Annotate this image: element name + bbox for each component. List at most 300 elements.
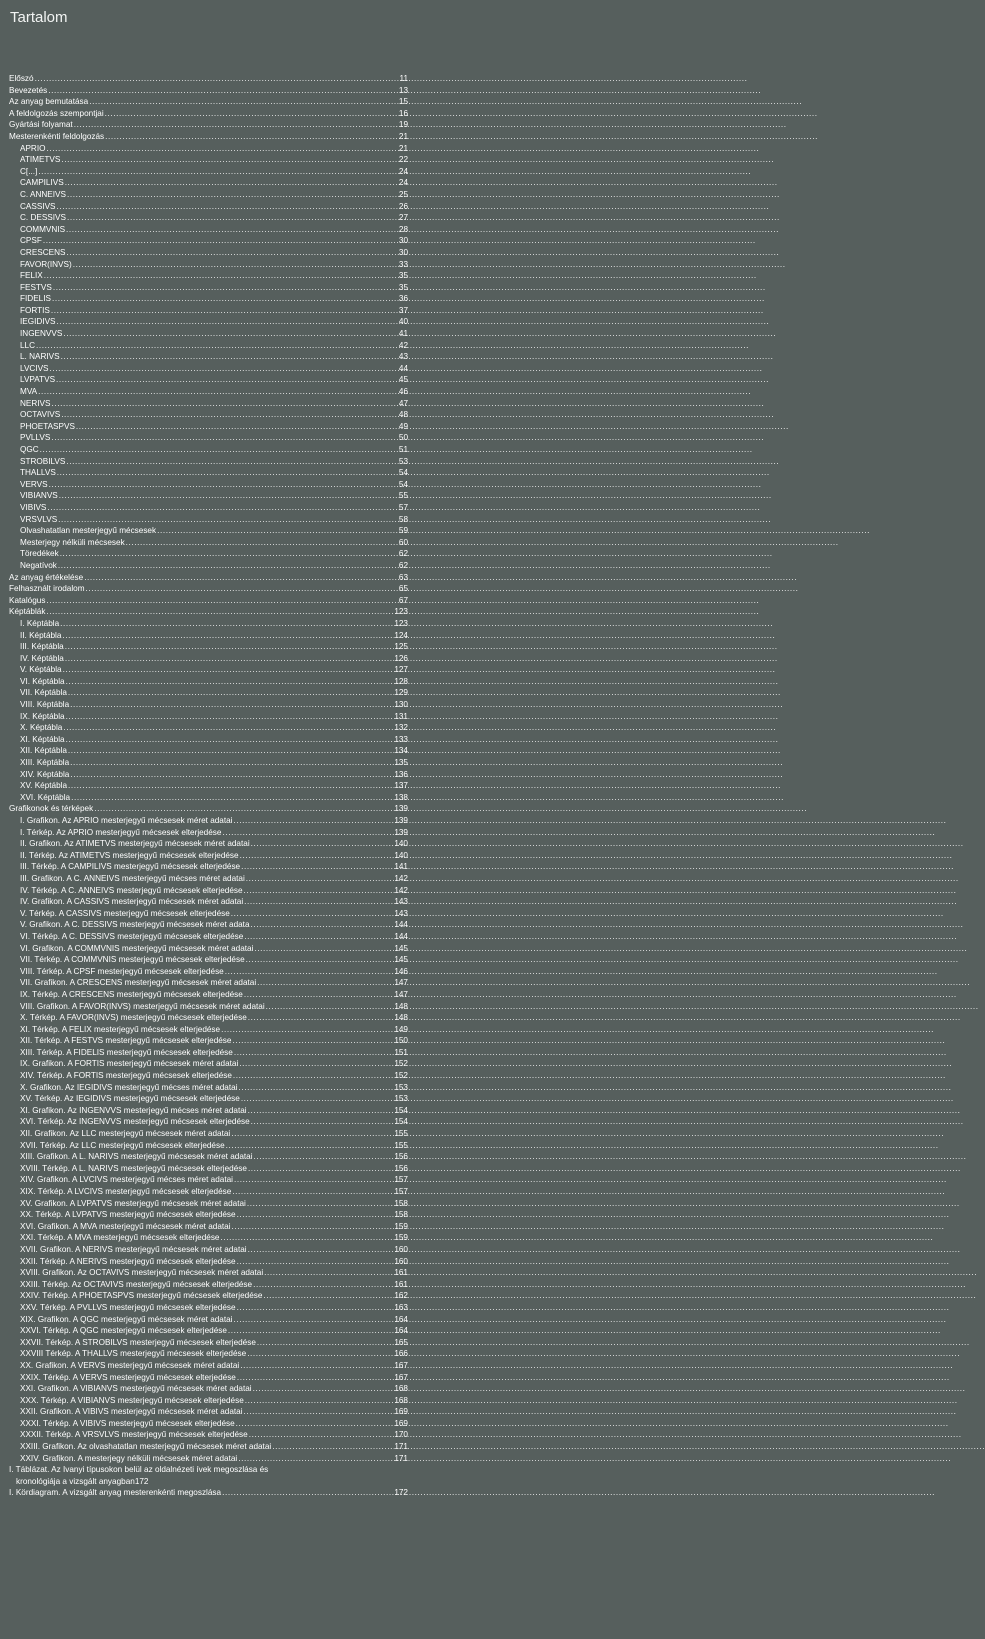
- toc-entry-title: MVA: [20, 387, 38, 397]
- toc-page-number: 47: [398, 398, 408, 408]
- toc-subentry[interactable]: [9, 745, 408, 757]
- toc-page-number: 143: [394, 908, 408, 918]
- toc-page-number: 130: [394, 700, 408, 710]
- toc-subentry[interactable]: [9, 1429, 408, 1441]
- toc-subentry[interactable]: [9, 1383, 408, 1395]
- dot-leader: [248, 1163, 393, 1175]
- dot-leader: [89, 96, 398, 108]
- toc-entry-title: XVII. Grafikon. A NERIVS mesterjegyű mécsesek méret adatai: [20, 1244, 247, 1254]
- toc-entry-title: Grafikonok és térképek: [9, 804, 94, 814]
- toc-subentry[interactable]: [9, 143, 408, 155]
- toc-subentry[interactable]: [9, 1070, 408, 1082]
- toc-subentry[interactable]: [9, 1105, 408, 1117]
- dot-leader: [56, 374, 398, 386]
- toc-entry-title: VIBIANVS: [20, 491, 58, 501]
- toc-subentry[interactable]: [9, 931, 408, 943]
- toc-page-number: 152: [394, 1071, 408, 1081]
- toc-subentry[interactable]: [9, 305, 408, 317]
- toc-subentry[interactable]: [9, 1279, 408, 1291]
- toc-subentry[interactable]: [9, 374, 408, 386]
- toc-page-number: 22: [398, 155, 408, 165]
- toc-entry-title-continued: kronológiája a vizsgált anyagban: [16, 1476, 135, 1486]
- toc-entry-title: XIV. Grafikon. A LVCIVS mesterjegyű mécses méret adatai: [20, 1175, 233, 1185]
- toc-subentry[interactable]: [9, 1151, 408, 1163]
- dot-leader: [246, 873, 394, 885]
- toc-page-number: 149: [394, 1024, 408, 1034]
- toc-subentry[interactable]: [9, 919, 408, 931]
- toc-entry[interactable]: [9, 572, 408, 584]
- toc-subentry[interactable]: [9, 896, 408, 908]
- toc-subentry[interactable]: [9, 398, 408, 410]
- toc-entry[interactable]: [9, 85, 408, 97]
- toc-entry-title: VI. Grafikon. A COMMVNIS mesterjegyű mécsesek méret adatai: [20, 943, 254, 953]
- toc-subentry[interactable]: [9, 1302, 408, 1314]
- toc-page-number: 170: [394, 1430, 408, 1440]
- toc-entry-title: Olvashatatlan mesterjegyű mécsesek: [20, 526, 157, 536]
- toc-subentry[interactable]: [9, 943, 408, 955]
- toc-entry-title: FAVOR(INVS): [20, 259, 72, 269]
- toc-page-number: 50: [398, 433, 408, 443]
- toc-subentry[interactable]: [9, 1012, 408, 1024]
- toc-entry-title: XIX. Grafikon. A QGC mesterjegyű mécsesek méret adatai: [20, 1314, 233, 1324]
- toc-page-number: 46: [398, 387, 408, 397]
- toc-entry-title: QGC: [20, 445, 39, 454]
- toc-subentry[interactable]: [9, 490, 408, 502]
- dot-leader: [60, 548, 398, 560]
- toc-entry-title: XI. Grafikon. Az INGENVVS mesterjegyű mécses méret adatai: [20, 1105, 247, 1115]
- toc-subentry[interactable]: [9, 1140, 408, 1152]
- toc-page-number: 24: [398, 178, 408, 188]
- toc-entry-title: XXIII. Térkép. Az OCTAVIVS mesterjegyű mécsesek elterjedése: [20, 1279, 253, 1289]
- toc-page-number: 135: [394, 758, 408, 768]
- toc-entry[interactable]: [9, 96, 408, 108]
- toc-subentry[interactable]: [9, 1232, 408, 1244]
- toc-subentry[interactable]: [9, 1406, 408, 1418]
- toc-page-number: 129: [394, 688, 408, 698]
- toc-subentry[interactable]: [9, 1372, 408, 1384]
- toc-subentry[interactable]: [9, 386, 408, 398]
- toc-subentry[interactable]: [9, 1047, 408, 1059]
- dot-leader: [231, 908, 394, 920]
- toc-subentry[interactable]: [9, 1325, 408, 1337]
- toc-subentry[interactable]: [9, 1360, 408, 1372]
- toc-entry-title: FESTVS: [20, 282, 52, 292]
- toc-subentry[interactable]: [9, 1314, 408, 1326]
- toc-subentry[interactable]: [9, 212, 408, 224]
- toc-entry-title: FIDELIS: [20, 294, 51, 304]
- dot-leader: [53, 282, 398, 294]
- toc-page-number: 148: [394, 1013, 408, 1023]
- toc-entry-title: Felhasznált irodalom: [9, 584, 85, 594]
- dot-leader: [232, 1221, 394, 1233]
- dot-leader: [46, 595, 397, 607]
- toc-page-number: 145: [394, 955, 408, 965]
- toc-subentry[interactable]: [9, 861, 408, 873]
- toc-subentry[interactable]: [9, 514, 408, 526]
- toc-entry-title: VIII. Képtábla: [20, 700, 70, 710]
- toc-entry-title: A feldolgozás szempontjai: [9, 108, 104, 118]
- dot-leader: [70, 769, 393, 781]
- toc-page-number: 33: [398, 259, 408, 269]
- toc-page-number: 58: [398, 514, 408, 524]
- toc-entry-title: I. Térkép. Az APRIO mesterjegyű mécsesek elterjedése: [20, 827, 222, 837]
- dot-leader: [221, 1024, 393, 1036]
- dot-leader: [233, 1070, 393, 1082]
- toc-entry-title: Gyártási folyamat: [9, 120, 73, 130]
- dot-leader: [244, 885, 394, 897]
- toc-subentry[interactable]: [9, 1337, 408, 1349]
- toc-entry-title: XXII. Grafikon. A VIBIVS mesterjegyű mécsesek méret adatai: [20, 1407, 243, 1417]
- toc-subentry[interactable]: [9, 363, 408, 375]
- toc-subentry[interactable]: [9, 1244, 408, 1256]
- toc-subentry[interactable]: [9, 850, 408, 862]
- dot-leader: [52, 293, 398, 305]
- dot-leader: [239, 1058, 393, 1070]
- dot-leader: [237, 1209, 394, 1221]
- toc-subentry[interactable]: [9, 525, 408, 537]
- toc-page-number: 142: [394, 873, 408, 883]
- toc-entry[interactable]: [9, 595, 408, 607]
- toc-subentry[interactable]: [9, 653, 408, 665]
- toc-page-number: 155: [394, 1140, 408, 1150]
- toc-page-number: 11: [399, 74, 408, 83]
- toc-entry-title: XXX. Térkép. A VIBIANVS mesterjegyű mécsesek elterjedése: [20, 1395, 244, 1405]
- toc-subentry[interactable]: [9, 1082, 408, 1094]
- toc-page-number: 146: [394, 966, 408, 976]
- toc-subentry[interactable]: [9, 235, 408, 247]
- toc-subentry[interactable]: [9, 1035, 408, 1047]
- toc-entry-title: XXII. Térkép. A NERIVS mesterjegyű mécsesek elterjedése: [20, 1256, 236, 1266]
- toc-subentry[interactable]: [9, 757, 408, 769]
- toc-page-number: 125: [394, 642, 408, 652]
- toc-subentry[interactable]: [9, 815, 408, 827]
- toc-subentry[interactable]: [9, 1209, 408, 1221]
- dot-leader: [49, 479, 398, 491]
- toc-page-number: 143: [394, 897, 408, 907]
- toc-subentry[interactable]: [9, 1267, 408, 1279]
- toc-subentry[interactable]: [9, 467, 408, 479]
- toc-page-number: 164: [394, 1326, 408, 1336]
- toc-page-number: 156: [394, 1152, 408, 1162]
- toc-entry-title: III. Képtábla: [20, 642, 64, 652]
- toc-entry-title: Negatívok: [20, 560, 57, 570]
- toc-page-number: 159: [394, 1221, 408, 1231]
- toc-subentry[interactable]: [9, 792, 408, 804]
- toc-subentry[interactable]: [9, 340, 408, 352]
- toc-subentry[interactable]: [9, 1001, 408, 1013]
- toc-page-number: 131: [394, 711, 408, 721]
- toc-subentry[interactable]: [9, 1348, 408, 1360]
- toc-page-number: 141: [394, 862, 408, 872]
- toc-subentry[interactable]: [9, 282, 408, 294]
- dot-leader: [67, 247, 398, 259]
- toc-page-number: 157: [394, 1175, 408, 1185]
- toc-subentry[interactable]: [9, 421, 408, 433]
- toc-page-number: 171: [394, 1442, 408, 1452]
- dot-leader: [70, 757, 393, 769]
- toc-subentry[interactable]: [9, 548, 408, 560]
- toc-entry-title: XVI. Képtábla: [20, 792, 71, 802]
- toc-subentry[interactable]: [9, 537, 408, 549]
- toc-subentry[interactable]: [9, 1058, 408, 1070]
- toc-subentry[interactable]: [9, 769, 408, 781]
- toc-page-number: 41: [398, 329, 408, 339]
- toc-entry-title: VERVS: [20, 479, 48, 489]
- dot-leader: [237, 1372, 393, 1384]
- toc-page-number: 161: [394, 1279, 408, 1289]
- toc-subentry[interactable]: [9, 1198, 408, 1210]
- toc-subentry[interactable]: [9, 676, 408, 688]
- dot-leader: [47, 502, 397, 514]
- toc-subentry[interactable]: [9, 885, 408, 897]
- toc-page-number: 63: [398, 572, 408, 582]
- toc-page-number: 150: [394, 1036, 408, 1046]
- toc-subentry[interactable]: [9, 316, 408, 328]
- toc-subentry[interactable]: [9, 641, 408, 653]
- toc-page-number: 35: [398, 271, 408, 281]
- toc-entry-title: I. Grafikon. Az APRIO mesterjegyű mécsesek méret adatai: [20, 816, 233, 825]
- toc-subentry[interactable]: [9, 1453, 408, 1465]
- toc-entry-title: LVPATVS: [20, 375, 56, 385]
- dot-leader: [66, 734, 394, 746]
- toc-page-number: 48: [398, 410, 408, 420]
- toc-entry-title: II. Térkép. Az ATIMETVS mesterjegyű mécsesek elterjedése: [20, 850, 239, 860]
- toc-subentry[interactable]: [9, 1093, 408, 1105]
- dot-leader: [44, 270, 398, 282]
- toc-subentry[interactable]: [9, 908, 408, 920]
- toc-subentry[interactable]: [9, 838, 408, 850]
- toc-subentry[interactable]: [9, 351, 408, 363]
- toc-page-number: 168: [394, 1384, 408, 1394]
- dot-leader: [61, 154, 398, 166]
- dot-leader: [222, 1487, 393, 1499]
- toc-subentry[interactable]: [9, 432, 408, 444]
- dot-leader: [234, 1047, 394, 1059]
- toc-subentry[interactable]: [9, 1186, 408, 1198]
- toc-entry-title: XV. Grafikon. A LVPATVS mesterjegyű mécsesek méret adatai: [20, 1198, 246, 1208]
- dot-leader: [251, 1116, 394, 1128]
- toc-entry-title: IEGIDIVS: [20, 317, 56, 327]
- dot-leader: [241, 861, 393, 873]
- dot-leader: [232, 1186, 393, 1198]
- toc-entry[interactable]: [9, 1487, 408, 1499]
- toc-subentry[interactable]: [9, 444, 408, 456]
- toc-subentry[interactable]: [9, 722, 408, 734]
- dot-leader: [61, 351, 398, 363]
- toc-page-number: 155: [394, 1129, 408, 1139]
- toc-page-number: 67: [398, 595, 408, 605]
- toc-page-number: 45: [398, 375, 408, 385]
- dot-leader: [222, 827, 393, 839]
- dot-leader: [76, 421, 398, 433]
- toc-subentry[interactable]: [9, 1256, 408, 1268]
- toc-subentry[interactable]: [9, 177, 408, 189]
- toc-subentry[interactable]: [9, 873, 408, 885]
- toc-entry[interactable]: [9, 1464, 408, 1487]
- toc-page-number: 172: [394, 1488, 408, 1498]
- dot-leader: [60, 618, 393, 630]
- toc-entry[interactable]: [9, 606, 408, 618]
- toc-subentry[interactable]: [9, 687, 408, 699]
- dot-leader: [40, 444, 398, 456]
- toc-entry-title: V. Térkép. A CASSIVS mesterjegyű mécsesek elterjedése: [20, 908, 230, 918]
- toc-page-number: 13: [398, 85, 408, 95]
- dot-leader: [71, 792, 393, 804]
- toc-entry-title: XX. Grafikon. A VERVS mesterjegyű mécsesek méret adatai: [20, 1360, 240, 1370]
- toc-entry-title: XVI. Grafikon. A MVA mesterjegyű mécsesek méret adatai: [20, 1221, 231, 1231]
- toc-entry-title: XV. Térkép. Az IEGIDIVS mesterjegyű mécsesek elterjedése: [20, 1094, 240, 1104]
- toc-subentry[interactable]: [9, 966, 408, 978]
- toc-entry-title: LLC: [20, 340, 36, 350]
- dot-leader: [84, 572, 398, 584]
- toc-entry-title: L. NARIVS: [20, 352, 60, 362]
- dot-leader: [237, 1302, 394, 1314]
- toc-page-number: 54: [398, 479, 408, 489]
- toc-subentry[interactable]: [9, 154, 408, 166]
- toc-subentry[interactable]: [9, 270, 408, 282]
- toc-subentry[interactable]: [9, 618, 408, 630]
- toc-page-number: 144: [394, 931, 408, 941]
- dot-leader: [234, 1314, 394, 1326]
- toc-entry[interactable]: [9, 583, 408, 595]
- toc-entry[interactable]: [9, 803, 408, 815]
- toc-page-number: 158: [394, 1210, 408, 1220]
- dot-leader: [51, 432, 398, 444]
- toc-subentry[interactable]: [9, 1174, 408, 1186]
- toc-page-number: 132: [394, 723, 408, 733]
- toc-subentry[interactable]: [9, 711, 408, 723]
- toc-subentry[interactable]: [9, 502, 408, 514]
- toc-page-number: 136: [394, 769, 408, 779]
- toc-page-number: 144: [394, 920, 408, 930]
- toc-page-number: 163: [394, 1302, 408, 1312]
- toc-page-number: 62: [398, 549, 408, 559]
- dot-leader: [63, 722, 393, 734]
- dot-leader: [70, 699, 393, 711]
- dot-leader: [68, 745, 393, 757]
- toc-subentry[interactable]: [9, 1024, 408, 1036]
- toc-entry-title: INGENVVS: [20, 329, 63, 339]
- toc-subentry[interactable]: [9, 247, 408, 259]
- toc-page-number: 128: [394, 676, 408, 686]
- toc-entry-title: XXVIII Térkép. A THALLVS mesterjegyű mécsesek elterjedése: [20, 1349, 247, 1359]
- dot-leader: [251, 838, 394, 850]
- dot-leader: [63, 664, 394, 676]
- dot-leader: [43, 235, 398, 247]
- dot-leader: [234, 1174, 393, 1186]
- page-title: Tartalom: [10, 9, 68, 26]
- toc-subentry[interactable]: [9, 1128, 408, 1140]
- toc-subentry[interactable]: [9, 259, 408, 271]
- toc-subentry[interactable]: [9, 1116, 408, 1128]
- toc-subentry[interactable]: [9, 201, 408, 213]
- toc-entry[interactable]: [9, 108, 408, 120]
- toc-subentry[interactable]: [9, 1163, 408, 1175]
- toc-subentry[interactable]: [9, 977, 408, 989]
- toc-subentry[interactable]: [9, 630, 408, 642]
- toc-subentry[interactable]: [9, 189, 408, 201]
- toc-page-number: 166: [394, 1349, 408, 1359]
- toc-page-number: 124: [394, 630, 408, 640]
- toc-page-number: 139: [394, 816, 408, 825]
- toc-subentry[interactable]: [9, 224, 408, 236]
- dot-leader: [68, 780, 393, 792]
- dot-leader: [272, 1441, 393, 1453]
- toc-subentry[interactable]: [9, 780, 408, 792]
- toc-subentry[interactable]: [9, 954, 408, 966]
- toc-entry-title: VII. Képtábla: [20, 688, 67, 698]
- dot-leader: [232, 1035, 393, 1047]
- toc-subentry[interactable]: [9, 479, 408, 491]
- toc-page-number: 159: [394, 1233, 408, 1243]
- toc-subentry[interactable]: [9, 1395, 408, 1407]
- dot-leader: [38, 386, 398, 398]
- toc-subentry[interactable]: [9, 664, 408, 676]
- dot-leader: [248, 1105, 394, 1117]
- toc-entry-title: I. Képtábla: [20, 618, 60, 628]
- dot-leader: [65, 177, 398, 189]
- toc-entry-title: CRESCENS: [20, 247, 66, 257]
- toc-subentry[interactable]: [9, 328, 408, 340]
- toc-entry[interactable]: [9, 119, 408, 131]
- toc-subentry[interactable]: [9, 456, 408, 468]
- toc-entry-title: XXIV. Térkép. A PHOETASPVS mesterjegyű mécsesek elterjedése: [20, 1291, 263, 1301]
- toc-page-number: 15: [398, 97, 408, 107]
- toc-page-number: 44: [398, 363, 408, 373]
- toc-entry-title: XXXI. Térkép. A VIBIVS mesterjegyű mécsesek elterjedése: [20, 1418, 235, 1428]
- toc-page-number: 35: [398, 282, 408, 292]
- dot-leader: [251, 919, 394, 931]
- dot-leader: [86, 583, 398, 595]
- toc-page-number: 147: [394, 978, 408, 988]
- toc-entry-title: XV. Képtábla: [20, 781, 68, 791]
- toc-entry[interactable]: [9, 131, 408, 143]
- toc-subentry[interactable]: [9, 827, 408, 839]
- toc-entry-title: VIBIVS: [20, 502, 47, 512]
- dot-leader: [126, 537, 398, 549]
- toc-subentry[interactable]: [9, 166, 408, 178]
- toc-entry-title: XII. Grafikon. Az LLC mesterjegyű mécsesek méret adatai: [20, 1129, 231, 1139]
- toc-entry[interactable]: [9, 73, 408, 85]
- toc-entry-title: Az anyag bemutatása: [9, 97, 89, 107]
- toc-page-number: 145: [394, 943, 408, 953]
- toc-subentry[interactable]: [9, 699, 408, 711]
- toc-subentry[interactable]: [9, 989, 408, 1001]
- toc-subentry[interactable]: [9, 734, 408, 746]
- toc-page-number: 65: [398, 584, 408, 594]
- dot-leader: [231, 1128, 393, 1140]
- toc-page-number: 133: [394, 734, 408, 744]
- toc-page-number: 55: [398, 491, 408, 501]
- toc-entry-title: PHOETASPVS: [20, 421, 75, 431]
- toc-subentry[interactable]: [9, 409, 408, 421]
- toc-entry-title: XI. Térkép. A FELIX mesterjegyű mécsesek elterjedése: [20, 1024, 221, 1034]
- toc-page-number: 26: [398, 201, 408, 211]
- dot-leader: [238, 1453, 393, 1465]
- toc-subentry[interactable]: [9, 1221, 408, 1233]
- toc-subentry[interactable]: [9, 560, 408, 572]
- toc-page-number: 151: [394, 1047, 408, 1057]
- toc-page-number: 51: [398, 445, 408, 454]
- toc-page-number: 30: [398, 236, 408, 246]
- toc-subentry[interactable]: [9, 1290, 408, 1302]
- toc-subentry[interactable]: [9, 1441, 408, 1453]
- toc-entry-title: XII. Térkép. A FESTVS mesterjegyű mécsesek elterjedése: [20, 1036, 232, 1046]
- dot-leader: [239, 1082, 394, 1094]
- toc-subentry[interactable]: [9, 293, 408, 305]
- toc-subentry[interactable]: [9, 1418, 408, 1430]
- dot-leader: [244, 1406, 394, 1418]
